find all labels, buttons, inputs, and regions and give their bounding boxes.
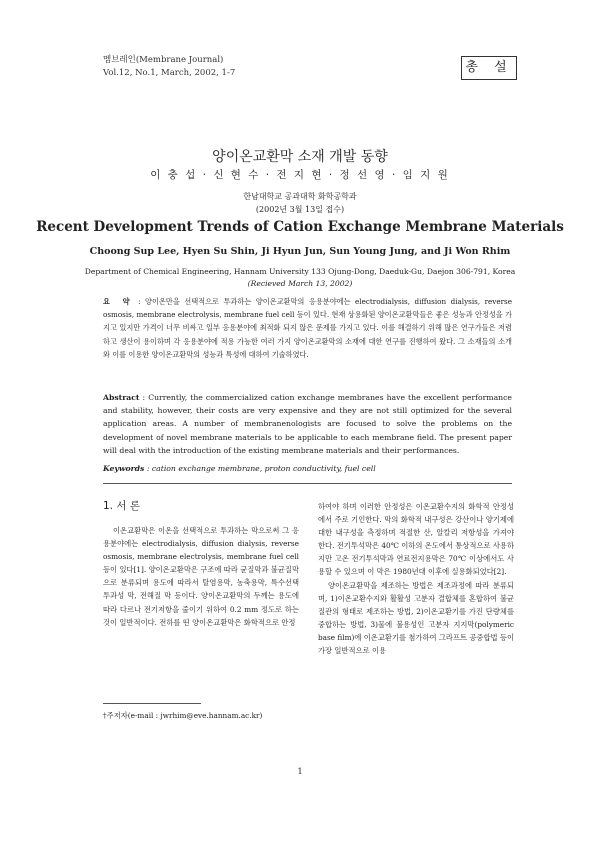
journal-citation bbox=[103, 54, 235, 80]
keywords-text: : cation exchange membrane, proton conductivity, fuel cell bbox=[146, 464, 376, 473]
korean-abstract-text: : 양이온만을 선택적으로 투과하는 양이온교환막의 응용분야에는 electrodialysis, diffusion dialysis, reverse osmosis, membrane electrolysis, membrane fuel cell 등이 있다. 현재 상용화된 양이온교환막들은 좋은 성능과 안정성을 가지고 있지만 가격이 너무 비싸고 일부 응용분야에 최적화 되지 않은 문제를 가지고 있다. 이를 해결하기 위해 많은 연구가들은 저렴하고 생산이 용이하며 각 응용분야에 적용 가능한 여러 가지 양이온교환막의 소재에 대한 연구를 진행하여 왔다. 그 소재들의 소개와 이를 이용한 양이온교환막의 성능과 특성에 대하여 기술하였다. bbox=[103, 297, 512, 359]
keywords-label: Keywords bbox=[103, 464, 145, 473]
article-type-badge: 총 설 bbox=[461, 56, 517, 80]
keywords bbox=[103, 464, 512, 473]
korean-title: 양이온교환막 소재 개발 동향 bbox=[212, 149, 388, 165]
english-abstract-label: Abstract bbox=[103, 393, 140, 402]
english-authors: Choong Sup Lee, Hyen Su Shin, Ji Hyun Jun, Sun Young Jung, and Ji Won Rhim bbox=[89, 246, 511, 257]
left-column bbox=[103, 524, 299, 629]
english-affiliation bbox=[0, 266, 600, 290]
footnote-divider bbox=[103, 703, 201, 704]
english-abstract bbox=[103, 391, 512, 457]
corresponding-author-footnote: †주저자(e-mail : jwrhim@eve.hannam.ac.kr) bbox=[103, 711, 263, 720]
korean-affiliation-dept: 한남대학교 공과대학 화학공학과 bbox=[243, 192, 357, 201]
journal-volume: Vol.12, No.1, March, 2002, 1-7 bbox=[103, 68, 236, 78]
english-received-date: (Recieved March 13, 2002) bbox=[247, 279, 353, 288]
left-paragraph: 이온교환막은 이온을 선택적으로 투과하는 막으로써 그 응용분야에는 electrodialysis, diffusion dialysis, reverse osmosis, membrane electrolysis, membrane fuel cell 등이 있다[1]. 양이온교환막은 구조에 따라 균질막과 불균질막으로 분류되며 용도에 따라서 탈염용막, 농축용막, 특수선택 투과성 막, 전해질 막 등이다. 양이온교환막의 두께는 용도에 따라 다르나 전기저항을 줄이기 위하여 0.2 mm 정도로 하는 것이 일반적이다. 전하를 띤 양이온교환막은 화학적으로 안정 bbox=[103, 526, 299, 627]
korean-received-date: (2002년 3월 13일 접수) bbox=[255, 205, 345, 214]
english-title: Recent Development Trends of Cation Exchange Membrane Materials bbox=[36, 219, 564, 235]
section-heading: 1. 서 론 bbox=[103, 500, 140, 512]
right-column bbox=[318, 500, 514, 657]
korean-abstract-label: 요 약 bbox=[103, 297, 134, 306]
right-paragraph-1: 하여야 하며 이러한 안정성은 이온교환수지의 화학적 안정성에서 주로 기인한다. 막의 화학적 내구성은 강산이나 양기제에 대한 내구성을 측정하며 적절한 산, 알칼리 저항성을 가져야 한다. 전기투석막은 40℃ 이하의 온도에서 통상적으로 사용하지만 고온 전기투석막과 연료전지용막은 70℃ 이상에서도 사용할 수 있으며 이 막은 1980년대 이후에 실용화되었다[2]. bbox=[318, 502, 514, 577]
english-abstract-text: : Currently, the commercialized cation exchange membranes have the excellent performance and stability, however, their costs are very expensive and they are not still optimized for the several application areas. A number of membranenologists are focused to solve the problems on the development of novel membrane materials to be applicable to each membrane field. The present paper will deal with the introduction of the existing membrane materials and their performances. bbox=[103, 393, 512, 455]
journal-name: 멤브레인(Membrane Journal) bbox=[103, 55, 224, 65]
korean-abstract bbox=[103, 295, 512, 361]
section-divider bbox=[103, 483, 512, 484]
korean-affiliation bbox=[0, 190, 600, 216]
korean-authors: 이 충 섭 · 신 현 수 · 전 지 현 · 정 선 영 · 임 지 원 bbox=[150, 169, 450, 181]
right-paragraph-2: 양이온교환막을 제조하는 방법은 제조과정에 따라 분류되며, 1)이온교환수지와 활활성 고분자 결합체를 혼합하여 불균질관의 형태로 제조하는 방법, 2)이온교환기를 가진 단량체를 중합하는 방법, 3)물에 불용성인 고분자 지지막(polymeric base film)에 이온교환기를 첨가하여 그라프트 공중합법 등이 가장 일반적으로 이용 bbox=[318, 580, 514, 656]
english-affiliation-dept: Department of Chemical Engineering, Hannam University 133 Ojung-Dong, Daeduk-Gu, Daejon 306-791, Korea bbox=[84, 267, 516, 276]
page-number: 1 bbox=[297, 767, 303, 776]
